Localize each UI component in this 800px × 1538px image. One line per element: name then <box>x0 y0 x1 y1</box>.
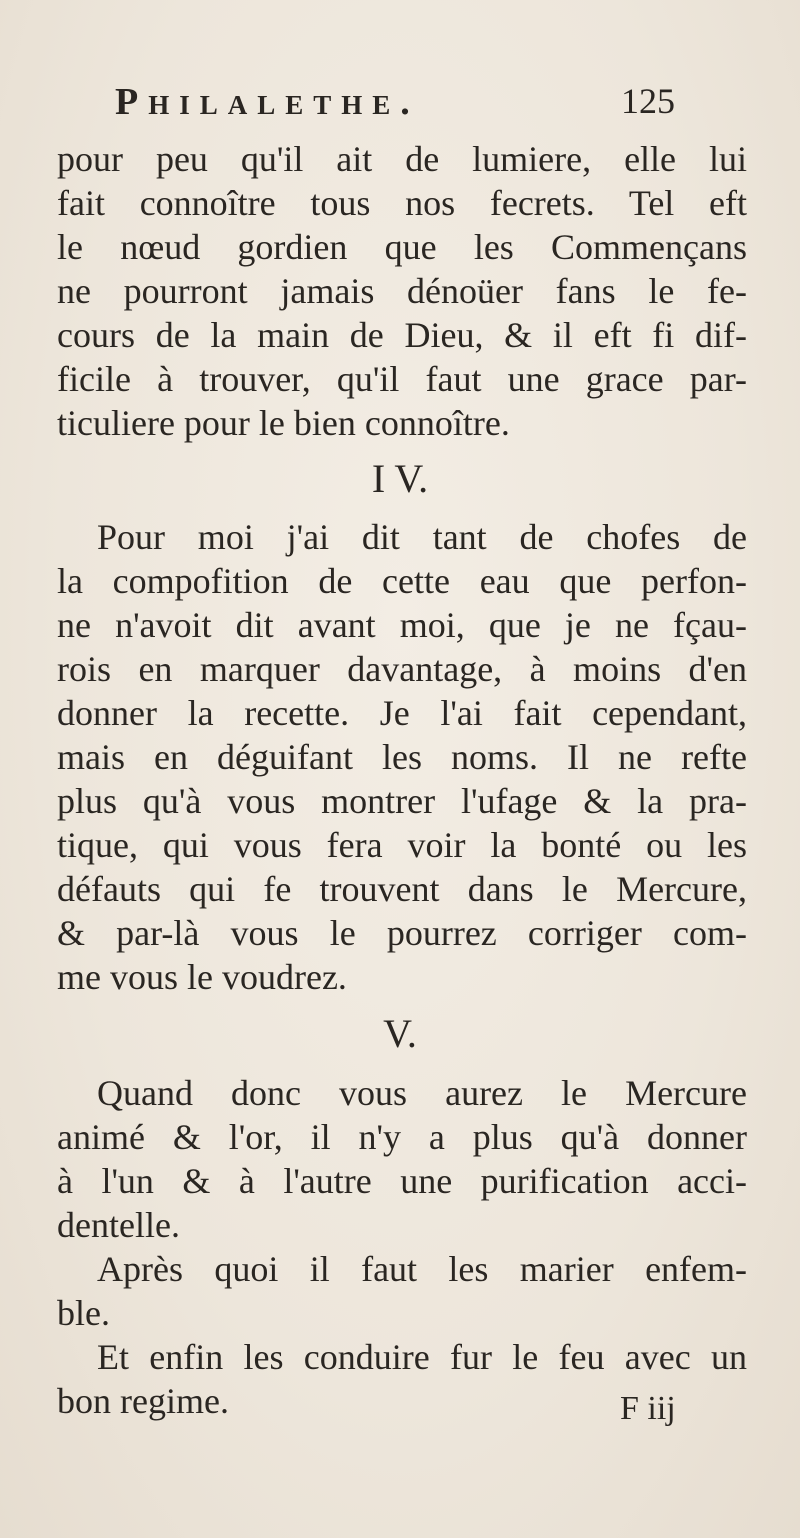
text-line: Et enfin les conduire fur le feu avec un <box>97 1337 747 1377</box>
text-line: Après quoi il faut les marier enfem- <box>97 1249 747 1289</box>
text-line: bon regime. <box>57 1381 229 1421</box>
running-header <box>115 80 675 130</box>
text-line: me vous le voudrez. <box>57 957 347 997</box>
text-line: Pour moi j'ai dit tant de chofes de <box>97 517 747 557</box>
text-line: ne n'avoit dit avant moi, que je ne fçau- <box>57 605 747 645</box>
text-line: Quand donc vous aurez le Mercure <box>97 1073 747 1113</box>
section-heading-iv: I V. <box>371 456 429 501</box>
text-line: mais en déguifant les noms. Il ne refte <box>57 737 747 777</box>
text-line: animé & l'or, il n'y a plus qu'à donner <box>57 1117 747 1157</box>
text-line: rois en marquer davantage, à moins d'en <box>57 649 747 689</box>
signature-mark: F iij <box>620 1390 676 1427</box>
text-line: ficile à trouver, qu'il faut une grace par- <box>57 359 747 399</box>
text-line: ne pourront jamais dénoüer fans le fe- <box>57 271 747 311</box>
text-line: plus qu'à vous montrer l'ufage & la pra- <box>57 781 747 821</box>
text-line: dentelle. <box>57 1205 180 1245</box>
running-title: Philalethe. <box>115 81 420 123</box>
text-line: donner la recette. Je l'ai fait cependant, <box>57 693 747 733</box>
text-line: tique, qui vous fera voir la bonté ou les <box>57 825 747 865</box>
page-number: 125 <box>621 81 675 121</box>
text-line: défauts qui fe trouvent dans le Mercure, <box>57 869 747 909</box>
text-line: fait connoître tous nos fecrets. Tel eft <box>57 183 747 223</box>
section-heading-v: V. <box>383 1011 417 1056</box>
text-line: & par-là vous le pourrez corriger com- <box>57 913 747 953</box>
text-line: ticuliere pour le bien connoître. <box>57 403 510 443</box>
text-line: cours de la main de Dieu, & il eft fi dif- <box>57 315 747 355</box>
text-line: la compofition de cette eau que perfon- <box>57 561 747 601</box>
text-line: ble. <box>57 1293 110 1333</box>
text-line: à l'un & à l'autre une purification acci- <box>57 1161 747 1201</box>
text-line: pour peu qu'il ait de lumiere, elle lui <box>57 139 747 179</box>
text-line: le nœud gordien que les Commençans <box>57 227 747 267</box>
